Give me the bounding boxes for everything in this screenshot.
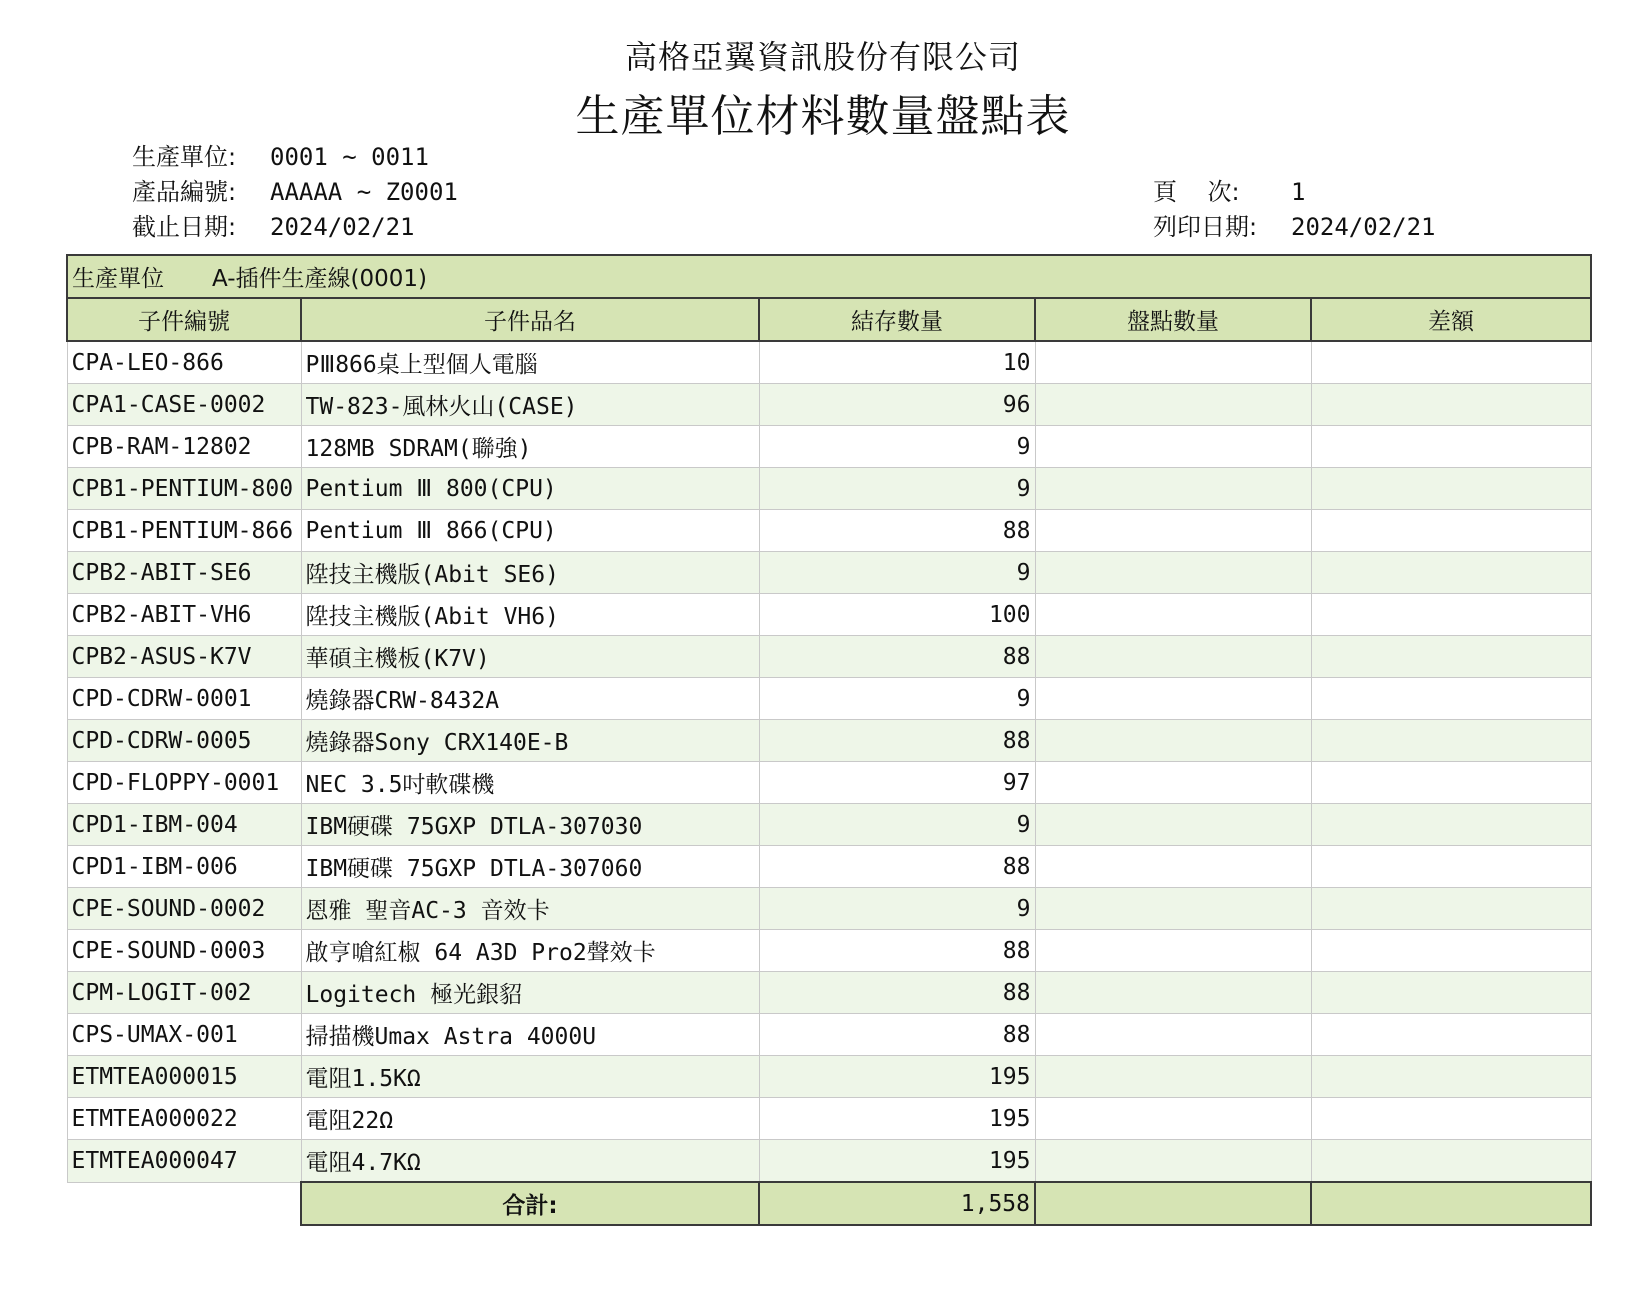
cell-count-qty <box>1035 594 1311 636</box>
cell-stock-qty: 88 <box>759 636 1035 678</box>
production-unit-value: A-插件生產線(0001) <box>212 266 428 292</box>
column-header-count-qty: 盤點數量 <box>1035 298 1311 341</box>
cell-code: CPA1-CASE-0002 <box>67 384 301 426</box>
cell-difference <box>1311 1014 1591 1056</box>
cell-code: ETMTEA000022 <box>67 1098 301 1140</box>
cell-name: 陞技主機版(Abit SE6) <box>301 552 759 594</box>
cell-stock-qty: 88 <box>759 1014 1035 1056</box>
cell-code: CPD1-IBM-004 <box>67 804 301 846</box>
cell-stock-qty: 88 <box>759 846 1035 888</box>
cell-code: CPD1-IBM-006 <box>67 846 301 888</box>
cell-stock-qty: 100 <box>759 594 1035 636</box>
cell-difference <box>1311 720 1591 762</box>
cell-name: 恩雅 聖音AC-3 音效卡 <box>301 888 759 930</box>
criteria-value: AAAAA ~ Z0001 <box>270 178 458 206</box>
criteria-label: 產品編號: <box>132 178 237 206</box>
cell-difference <box>1311 341 1591 384</box>
table-row <box>67 510 1591 552</box>
column-header-name: 子件品名 <box>301 298 759 341</box>
production-unit-cell <box>67 255 1591 298</box>
cell-code: CPE-SOUND-0002 <box>67 888 301 930</box>
cell-name: Pentium Ⅲ 866(CPU) <box>301 510 759 552</box>
cell-difference <box>1311 930 1591 972</box>
inventory-table <box>66 254 1592 1226</box>
cell-count-qty <box>1035 846 1311 888</box>
table-row <box>67 762 1591 804</box>
table-row <box>67 426 1591 468</box>
total-label: 合計: <box>301 1182 759 1225</box>
cell-stock-qty: 88 <box>759 930 1035 972</box>
criteria-cutoff-date <box>132 210 458 245</box>
page-number <box>1153 175 1436 210</box>
table-row <box>67 1056 1591 1098</box>
cell-stock-qty: 9 <box>759 678 1035 720</box>
cell-code: CPS-UMAX-001 <box>67 1014 301 1056</box>
cell-count-qty <box>1035 1056 1311 1098</box>
column-header-difference: 差額 <box>1311 298 1591 341</box>
report-criteria <box>132 140 458 245</box>
cell-name: Logitech 極光銀貂 <box>301 972 759 1014</box>
cell-count-qty <box>1035 341 1311 384</box>
table-row <box>67 1014 1591 1056</box>
cell-count-qty <box>1035 930 1311 972</box>
inventory-rows <box>67 341 1591 1182</box>
cell-stock-qty: 195 <box>759 1056 1035 1098</box>
table-row <box>67 804 1591 846</box>
table-row <box>67 384 1591 426</box>
page-info-value: 2024/02/21 <box>1291 213 1436 241</box>
cell-count-qty <box>1035 762 1311 804</box>
production-unit-row <box>67 255 1591 298</box>
criteria-value: 2024/02/21 <box>270 213 415 241</box>
cell-count-qty <box>1035 426 1311 468</box>
table-row <box>67 636 1591 678</box>
cell-stock-qty: 9 <box>759 552 1035 594</box>
criteria-value: 0001 ~ 0011 <box>270 143 429 171</box>
cell-name: 掃描機Umax Astra 4000U <box>301 1014 759 1056</box>
table-row <box>67 972 1591 1014</box>
table-row <box>67 720 1591 762</box>
cell-stock-qty: 88 <box>759 972 1035 1014</box>
table-row <box>67 930 1591 972</box>
cell-difference <box>1311 552 1591 594</box>
production-unit-label: 生產單位 <box>72 266 164 292</box>
column-header-stock-qty: 結存數量 <box>759 298 1035 341</box>
report-page-info <box>1153 175 1436 245</box>
cell-difference <box>1311 804 1591 846</box>
cell-code: ETMTEA000015 <box>67 1056 301 1098</box>
cell-name: NEC 3.5吋軟碟機 <box>301 762 759 804</box>
cell-code: CPM-LOGIT-002 <box>67 972 301 1014</box>
cell-code: CPB2-ASUS-K7V <box>67 636 301 678</box>
cell-stock-qty: 195 <box>759 1098 1035 1140</box>
cell-name: 華碩主機板(K7V) <box>301 636 759 678</box>
cell-stock-qty: 10 <box>759 341 1035 384</box>
cell-name: 燒錄器Sony CRX140E-B <box>301 720 759 762</box>
cell-count-qty <box>1035 1140 1311 1183</box>
page-info-label: 頁 次: <box>1153 178 1240 206</box>
cell-name: IBM硬碟 75GXP DTLA-307030 <box>301 804 759 846</box>
cell-code: CPB1-PENTIUM-866 <box>67 510 301 552</box>
cell-stock-qty: 96 <box>759 384 1035 426</box>
total-row <box>67 1182 1591 1225</box>
table-row <box>67 341 1591 384</box>
cell-stock-qty: 88 <box>759 720 1035 762</box>
cell-name: 陞技主機版(Abit VH6) <box>301 594 759 636</box>
cell-count-qty <box>1035 678 1311 720</box>
table-row <box>67 678 1591 720</box>
cell-stock-qty: 9 <box>759 426 1035 468</box>
table-row <box>67 1140 1591 1183</box>
cell-difference <box>1311 468 1591 510</box>
cell-code: CPB-RAM-12802 <box>67 426 301 468</box>
cell-count-qty <box>1035 804 1311 846</box>
table-row <box>67 846 1591 888</box>
cell-difference <box>1311 426 1591 468</box>
cell-code: CPB2-ABIT-SE6 <box>67 552 301 594</box>
cell-difference <box>1311 762 1591 804</box>
cell-code: ETMTEA000047 <box>67 1140 301 1183</box>
total-stock-qty: 1,558 <box>759 1182 1035 1225</box>
cell-count-qty <box>1035 888 1311 930</box>
cell-count-qty <box>1035 636 1311 678</box>
cell-count-qty <box>1035 468 1311 510</box>
table-row <box>67 888 1591 930</box>
total-difference <box>1311 1182 1591 1225</box>
cell-difference <box>1311 594 1591 636</box>
cell-name: 電阻4.7KΩ <box>301 1140 759 1183</box>
cell-code: CPA-LEO-866 <box>67 341 301 384</box>
cell-count-qty <box>1035 1098 1311 1140</box>
cell-code: CPD-CDRW-0005 <box>67 720 301 762</box>
page-info-label: 列印日期: <box>1153 213 1258 241</box>
table-row <box>67 1098 1591 1140</box>
cell-count-qty <box>1035 720 1311 762</box>
cell-stock-qty: 195 <box>759 1140 1035 1183</box>
table-row <box>67 468 1591 510</box>
cell-count-qty <box>1035 552 1311 594</box>
cell-name: TW-823-風林火山(CASE) <box>301 384 759 426</box>
cell-code: CPD-FLOPPY-0001 <box>67 762 301 804</box>
cell-count-qty <box>1035 384 1311 426</box>
cell-name: IBM硬碟 75GXP DTLA-307060 <box>301 846 759 888</box>
cell-difference <box>1311 636 1591 678</box>
criteria-unit-range <box>132 140 458 175</box>
cell-code: CPB1-PENTIUM-800 <box>67 468 301 510</box>
cell-name: 128MB SDRAM(聯強) <box>301 426 759 468</box>
cell-code: CPB2-ABIT-VH6 <box>67 594 301 636</box>
criteria-label: 生產單位: <box>132 143 237 171</box>
cell-name: PⅢ866桌上型個人電腦 <box>301 341 759 384</box>
report-title: 生產單位材料數量盤點表 <box>575 91 1071 142</box>
cell-difference <box>1311 510 1591 552</box>
table-row <box>67 594 1591 636</box>
cell-count-qty <box>1035 1014 1311 1056</box>
total-blank-cell <box>67 1182 301 1225</box>
cell-difference <box>1311 972 1591 1014</box>
cell-difference <box>1311 1056 1591 1098</box>
cell-count-qty <box>1035 510 1311 552</box>
cell-stock-qty: 88 <box>759 510 1035 552</box>
criteria-label: 截止日期: <box>132 213 237 241</box>
cell-difference <box>1311 888 1591 930</box>
cell-name: 電阻1.5KΩ <box>301 1056 759 1098</box>
cell-stock-qty: 9 <box>759 468 1035 510</box>
cell-name: Pentium Ⅲ 800(CPU) <box>301 468 759 510</box>
cell-stock-qty: 9 <box>759 804 1035 846</box>
cell-count-qty <box>1035 972 1311 1014</box>
column-header-row <box>67 298 1591 341</box>
cell-name: 啟亨嗆紅椒 64 A3D Pro2聲效卡 <box>301 930 759 972</box>
total-count-qty <box>1035 1182 1311 1225</box>
table-row <box>67 552 1591 594</box>
criteria-product-range <box>132 175 458 210</box>
cell-stock-qty: 9 <box>759 888 1035 930</box>
page-info-value: 1 <box>1291 178 1306 206</box>
cell-difference <box>1311 846 1591 888</box>
company-name: 高格亞翼資訊股份有限公司 <box>624 38 1021 76</box>
cell-code: CPE-SOUND-0003 <box>67 930 301 972</box>
cell-difference <box>1311 678 1591 720</box>
cell-difference <box>1311 384 1591 426</box>
cell-code: CPD-CDRW-0001 <box>67 678 301 720</box>
cell-stock-qty: 97 <box>759 762 1035 804</box>
column-header-code: 子件編號 <box>67 298 301 341</box>
print-date <box>1153 210 1436 245</box>
cell-difference <box>1311 1140 1591 1183</box>
cell-name: 電阻22Ω <box>301 1098 759 1140</box>
cell-name: 燒錄器CRW-8432A <box>301 678 759 720</box>
cell-difference <box>1311 1098 1591 1140</box>
